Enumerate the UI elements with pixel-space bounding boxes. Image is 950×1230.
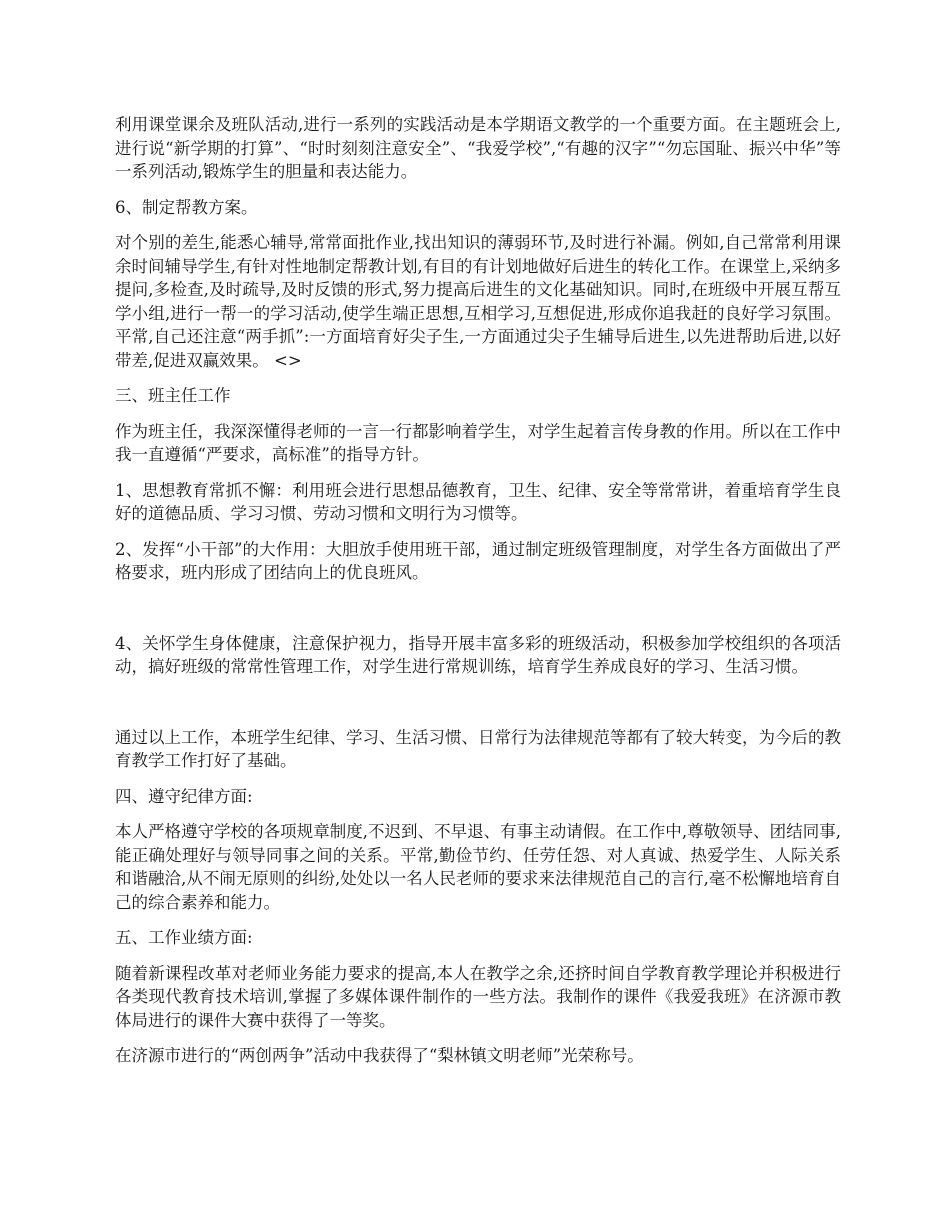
paragraph-practice-activities: 利用课堂课余及班队活动,进行一系列的实践活动是本学期语文教学的一个重要方面。在主题班会上,进行说“新学期的打算”、“时时刻刻注意安全”、“我爱学校”,“有趣的汉字”“勿忘国耻、振兴中华”等一系列活动,锻炼学生的胆量和表达能力。 (115, 115, 841, 181)
paragraph-student-health: 4、关怀学生身体健康，注意保护视力，指导开展丰富多彩的班级活动，积极参加学校组织的各项活动，搞好班级的常常性管理工作，对学生进行常规训练，培育学生养成良好的学习、生活习惯。 (115, 633, 841, 676)
paragraph-moral-education: 1、思想教育常抓不懈：利用班会进行思想品德教育，卫生、纪律、安全等常常讲，着重培育学生良好的道德品质、学习习惯、劳动习惯和文明行为习惯等。 (115, 480, 841, 523)
blank-space (115, 691, 841, 726)
heading-class-teacher-work: 三、班主任工作 (115, 386, 231, 405)
document-body (115, 113, 841, 1080)
paragraph-discipline: 本人严格遵守学校的各项规章制度,不迟到、不早退、有事主动请假。在工作中,尊敬领导、团结同事,能正确处理好与领导同事之间的关系。平常,勤俭节约、任劳任怨、对人真诚、热爱学生、人际关系和谐融洽,从不闹无原则的纠纷,处处以一名人民老师的要求来法律规范自己的言行,毫不松懈地培育自己的综合素养和能力。 (115, 822, 841, 912)
paragraph-honor: 在济源市进行的“两创两争”活动中我获得了“梨林镇文明老师”光荣称号。 (115, 1046, 644, 1065)
paragraph-student-cadres: 2、发挥“小干部”的大作用：大胆放手使用班干部，通过制定班级管理制度，对学生各方面做出了严格要求，班内形成了团结向上的优良班风。 (115, 539, 841, 582)
paragraph-work-results: 通过以上工作，本班学生纪律、学习、生活习惯、日常行为法律规范等都有了较大转变，为今后的教育教学工作打好了基础。 (115, 727, 841, 770)
heading-tutoring-plan: 6、制定帮教方案。 (115, 197, 258, 217)
heading-achievements: 五、工作业绩方面: (115, 928, 253, 947)
heading-discipline: 四、遵守纪律方面: (115, 786, 253, 806)
blank-space (115, 597, 841, 632)
paragraph-tutoring: 对个别的差生,能悉心辅导,常常面批作业,找出知识的薄弱环节,及时进行补漏。例如,自己常常利用课余时间辅导学生,有针对性地制定帮教计划,有目的有计划地做好后进生的转化工作。在课堂上,采纳多提问,多检查,及时疏导,及时反馈的形式,努力提高后进生的文化基础知识。同时,在班级中开展互帮互学小组,进行一帮一的学习活动,使学生端正思想,互相学习,互想促进,形成你追我赶的良好学习氛围。平常,自己还注意“两手抓”:一方面培育好尖子生,一方面通过尖子生辅导后进生,以先进帮助后进,以好带差,促进双赢效果。 <> (115, 233, 841, 370)
paragraph-achievements: 随着新课程改革对老师业务能力要求的提高,本人在教学之余,还挤时间自学教育教学理论并积极进行各类现代教育技术培训,掌握了多媒体课件制作的一些方法。我制作的课件《我爱我班》在济源市教体局进行的课件大赛中获得了一等奖。 (115, 963, 841, 1030)
paragraph-class-teacher-intro: 作为班主任，我深深懂得老师的一言一行都影响着学生，对学生起着言传身教的作用。所以在工作中我一直遵循“严要求，高标准”的指导方针。 (115, 421, 841, 464)
